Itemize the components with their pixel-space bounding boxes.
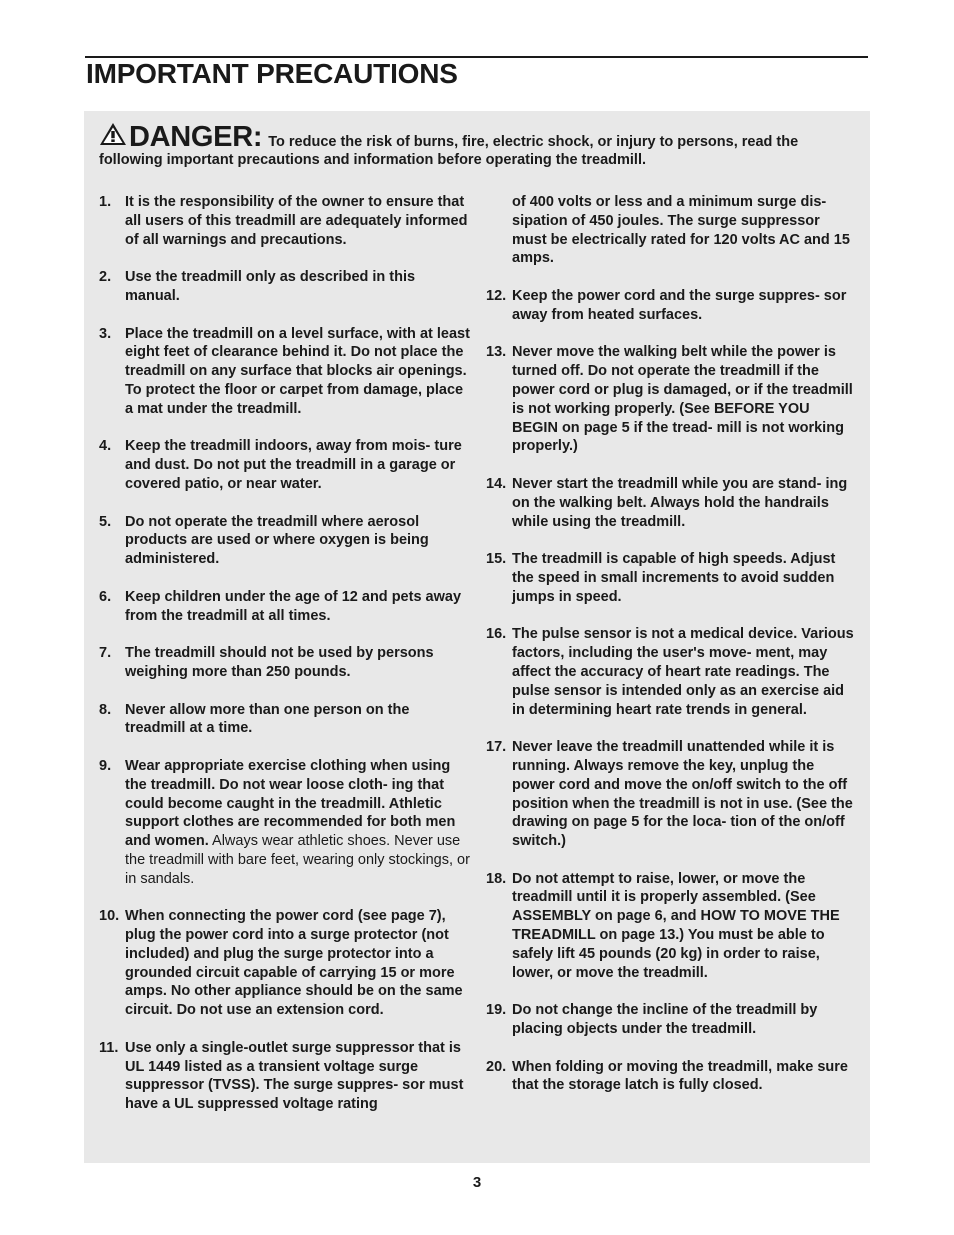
item-text: Never leave the treadmill unattended while it is running. Always remove the key, unplug the power cord and move the on/off switch to the off position when the treadmill is not in use. (See the drawing on page 5 for the loca- tion of the on/off switch.) bbox=[512, 739, 853, 850]
precaution-item-14 bbox=[486, 475, 858, 531]
item-text-group bbox=[125, 757, 471, 889]
precaution-item-4 bbox=[99, 437, 471, 493]
danger-notice bbox=[99, 122, 859, 169]
precaution-item-8 bbox=[99, 701, 471, 739]
item-text-normal: Always wear athletic shoes. Never use the treadmill with bare feet, wearing only stockings, or in sandals. bbox=[125, 833, 470, 887]
item-text: Place the treadmill on a level surface, with at least eight feet of clearance behind it. Do not place the treadmill on any surface that blocks air openings. To protect the floor or carpet from damage, place a mat under the treadmill. bbox=[125, 325, 470, 417]
item-text: Use only a single-outlet surge suppressor that is UL 1449 listed as a transient voltage surge suppressor (TVSS). The surge suppres- sor must have a UL suppressed voltage rating bbox=[125, 1039, 464, 1113]
precaution-item-9 bbox=[99, 757, 471, 889]
item-text: It is the responsibility of the owner to ensure that all users of this treadmill are adequately informed of all warnings and precautions. bbox=[125, 194, 468, 248]
item-number: 7. bbox=[99, 645, 112, 662]
precaution-item-17 bbox=[486, 738, 858, 851]
item-text: Wear appropriate exercise clothing when using the treadmill. Do not wear loose cloth- ing that could become caught in the treadmill. Athletic support clothes are recommended for both men and women. bbox=[125, 757, 456, 850]
precaution-item-7 bbox=[99, 644, 471, 682]
item-number: 8. bbox=[99, 701, 112, 718]
item-text: The pulse sensor is not a medical device. Various factors, including the user's move- ment, may affect the accuracy of heart rate readings. The pulse sensor is intended only as an exercise aid in determining heart rate trends in general. bbox=[512, 626, 854, 718]
item-text: Do not attempt to raise, lower, or move the treadmill until it is properly assembled. (See ASSEMBLY on page 6, and HOW TO MOVE THE TREADMILL on page 13.) You must be able to safely lift 45 pounds (20 kg) in order to raise, lower, or move the treadmill. bbox=[512, 870, 840, 981]
precaution-item-6 bbox=[99, 588, 471, 626]
item-text: Never start the treadmill while you are stand- ing on the walking belt. Always hold the handrails while using the treadmill. bbox=[512, 475, 848, 530]
item-number: 19. bbox=[486, 1002, 507, 1019]
precaution-item-13 bbox=[486, 343, 858, 456]
item-number: 4. bbox=[99, 438, 112, 455]
item-text: Use the treadmill only as described in this manual. bbox=[125, 269, 416, 304]
item-text: The treadmill should not be used by persons weighing more than 250 pounds. bbox=[125, 645, 434, 680]
item-number: 5. bbox=[99, 513, 112, 530]
precaution-item-16 bbox=[486, 625, 858, 719]
precaution-item-11-continued: of 400 volts or less and a minimum surge dis- sipation of 450 joules. The surge suppressor must be electrically rated for 120 volts AC and 15 amps. bbox=[512, 194, 850, 267]
item-number: 18. bbox=[486, 870, 507, 887]
danger-label: DANGER: bbox=[129, 121, 263, 153]
item-number: 10. bbox=[99, 908, 120, 925]
danger-heading bbox=[99, 121, 268, 153]
precaution-item-10 bbox=[99, 907, 471, 1020]
precaution-item-19 bbox=[486, 1001, 858, 1039]
item-number: 3. bbox=[99, 325, 112, 342]
item-number: 9. bbox=[99, 757, 112, 774]
item-number: 6. bbox=[99, 588, 112, 605]
precaution-item-11 bbox=[99, 1039, 471, 1114]
precaution-item-15 bbox=[486, 550, 858, 606]
item-text: Do not change the incline of the treadmill by placing objects under the treadmill. bbox=[512, 1002, 818, 1038]
precaution-item-5 bbox=[99, 513, 471, 569]
item-text: Do not operate the treadmill where aerosol products are used or where oxygen is being administered. bbox=[125, 513, 429, 568]
precaution-item-1 bbox=[99, 193, 471, 249]
page-title: IMPORTANT PRECAUTIONS bbox=[86, 58, 458, 89]
item-number: 14. bbox=[486, 475, 507, 492]
item-number: 17. bbox=[486, 739, 507, 756]
item-number: 2. bbox=[99, 269, 112, 286]
warning-triangle-icon bbox=[99, 122, 127, 146]
item-number: 13. bbox=[486, 344, 507, 361]
precaution-item-12 bbox=[486, 287, 858, 325]
item-text: When folding or moving the treadmill, make sure that the storage latch is fully closed. bbox=[512, 1058, 848, 1094]
right-column bbox=[486, 193, 858, 1114]
item-number: 1. bbox=[99, 194, 112, 210]
item-number: 12. bbox=[486, 287, 507, 304]
precaution-item-3 bbox=[99, 325, 471, 419]
item-text: Keep the treadmill indoors, away from mois- ture and dust. Do not put the treadmill in a garage or covered patio, or near water. bbox=[125, 438, 462, 492]
item-text: When connecting the power cord (see page 7), plug the power cord into a surge protector (not included) and plug the surge protector into a grounded circuit capable of carrying 15 or more amps. No other appliance should be on the same circuit. Do not use an extension cord. bbox=[125, 908, 463, 1019]
danger-text-line2: following important precautions and information before operating the treadmill. bbox=[99, 152, 646, 168]
item-number: 20. bbox=[486, 1058, 507, 1075]
precaution-item-20 bbox=[486, 1058, 858, 1096]
item-text: Never move the walking belt while the power is turned off. Do not operate the treadmill if the power cord or plug is damaged, or if the treadmill is not working properly. (See BEFORE YOU BEGIN on page 5 if the tread- mill is not working properly.) bbox=[512, 344, 853, 455]
precaution-item-18 bbox=[486, 870, 858, 983]
page-number: 3 bbox=[472, 1174, 482, 1191]
item-text: Keep the power cord and the surge suppres- sor away from heated surfaces. bbox=[512, 287, 847, 323]
item-number: 16. bbox=[486, 626, 507, 643]
item-text: Keep children under the age of 12 and pets away from the treadmill at all times. bbox=[125, 588, 462, 624]
item-number: 11. bbox=[99, 1039, 119, 1056]
left-column bbox=[99, 193, 471, 1133]
item-text: Never allow more than one person on the treadmill at a time. bbox=[125, 701, 410, 737]
precaution-item-2 bbox=[99, 268, 471, 306]
danger-text-line1: To reduce the risk of burns, fire, electric shock, or injury to persons, read the bbox=[268, 134, 799, 150]
item-text: The treadmill is capable of high speeds. Adjust the speed in small increments to avoid sudden jumps in speed. bbox=[512, 551, 836, 605]
item-number: 15. bbox=[486, 551, 507, 568]
